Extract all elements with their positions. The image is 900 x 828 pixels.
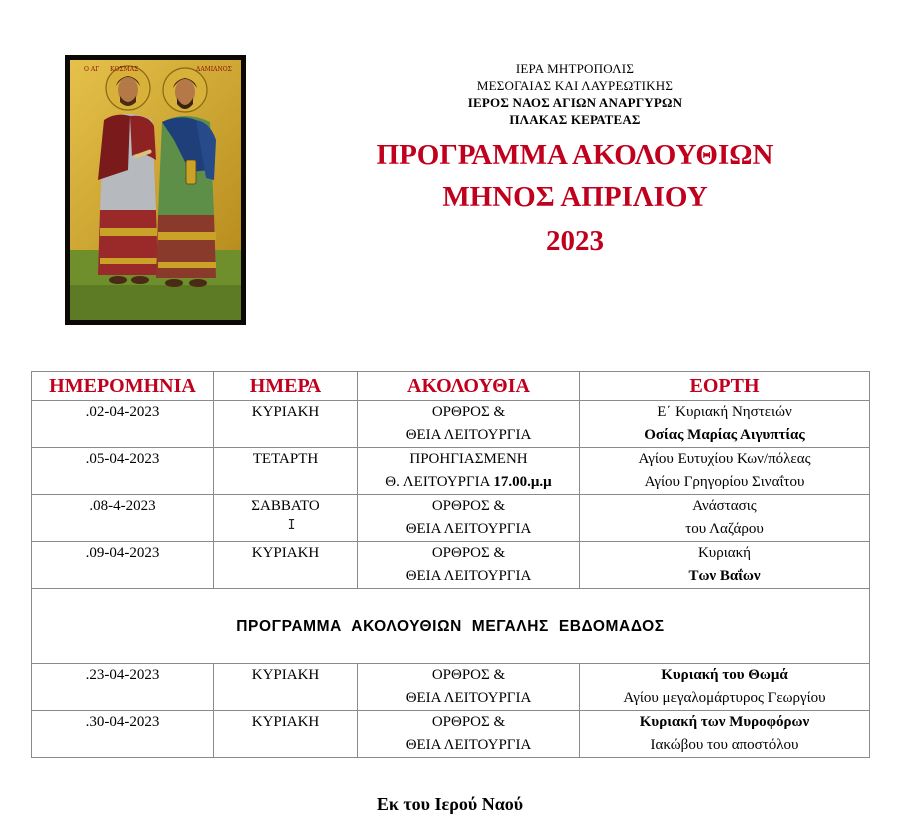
cell-day: ΚΥΡΙΑΚΗ bbox=[214, 542, 358, 589]
service-line-2 bbox=[358, 471, 579, 494]
feast-line-2: Αγίου μεγαλομάρτυρος Γεωργίου bbox=[623, 690, 826, 706]
svg-text:Ο ΑΓ: Ο ΑΓ bbox=[84, 66, 100, 73]
saints-icon-frame bbox=[65, 55, 246, 325]
table-row bbox=[32, 664, 870, 711]
cell-date: .05-04-2023 bbox=[32, 448, 214, 495]
table-row bbox=[32, 448, 870, 495]
table-header-row bbox=[32, 372, 870, 401]
cell-date: .02-04-2023 bbox=[32, 401, 214, 448]
table-row bbox=[32, 711, 870, 758]
cell-feast bbox=[580, 401, 870, 448]
inscription-cosmas: ΚΟΣΜΑΣ bbox=[110, 66, 139, 73]
service-line-1: ΟΡΘΡΟΣ & bbox=[431, 404, 506, 420]
cell-service bbox=[358, 448, 580, 495]
cell-date: .08-4-2023 bbox=[32, 495, 214, 542]
year-title: 2023 bbox=[546, 225, 604, 257]
church-name-line: ΙΕΡΟΣ ΝΑΟΣ ΑΓΙΩΝ ΑΝΑΡΓΥΡΩΝ bbox=[467, 95, 683, 110]
table-row bbox=[32, 495, 870, 542]
header-date: ΗΜΕΡΟΜΗΝΙΑ bbox=[32, 372, 214, 401]
feast-line-2: Αγίου Γρηγορίου Σιναΐτου bbox=[644, 474, 805, 490]
diocese-line: ΜΕΣΟΓΑΙΑΣ ΚΑΙ ΛΑΥΡΕΩΤΙΚΗΣ bbox=[476, 78, 674, 93]
feast-line-1: Κυριακή του Θωμά bbox=[661, 667, 788, 683]
metropolis-line: ΙΕΡΑ ΜΗΤΡΟΠΟΛΙΣ bbox=[515, 61, 635, 76]
header-day: ΗΜΕΡΑ bbox=[214, 372, 358, 401]
feast-line-2: του Λαζάρου bbox=[685, 521, 764, 537]
service-line-2: ΘΕΙΑ ΛΕΙΤΟΥΡΓΙΑ bbox=[405, 690, 532, 706]
cell-feast bbox=[580, 495, 870, 542]
cell-date: .30-04-2023 bbox=[32, 711, 214, 758]
month-title: ΜΗΝΟΣ ΑΠΡΙΛΙΟΥ bbox=[442, 181, 708, 213]
footer-signature: Εκ του Ιερού Ναού bbox=[376, 794, 524, 814]
service-time: 17.00.μ.μ bbox=[493, 474, 552, 490]
feast-line-1: Αγίου Ευτυχίου Κων/πόλεας bbox=[638, 451, 811, 467]
feast-line-2: Οσίας Μαρίας Αιγυπτίας bbox=[644, 427, 805, 443]
cell-feast bbox=[580, 448, 870, 495]
cell-service bbox=[358, 401, 580, 448]
feast-line-1: Ε΄ Κυριακή Νηστειών bbox=[657, 404, 792, 420]
cell-day: ΚΥΡΙΑΚΗ bbox=[214, 664, 358, 711]
text-cursor-icon: I bbox=[287, 518, 296, 533]
header-feast: ΕΟΡΤΗ bbox=[580, 372, 870, 401]
schedule-table bbox=[31, 371, 870, 758]
service-line-1: ΟΡΘΡΟΣ & bbox=[431, 498, 506, 514]
cell-feast bbox=[580, 664, 870, 711]
feast-line-1: Κυριακή bbox=[697, 545, 752, 561]
service-line-1: ΟΡΘΡΟΣ & bbox=[431, 714, 506, 730]
service-line-1: ΟΡΘΡΟΣ & bbox=[431, 667, 506, 683]
cell-day bbox=[214, 495, 358, 542]
cell-day: ΚΥΡΙΑΚΗ bbox=[214, 401, 358, 448]
inscription-damian: ΔΑΜΙΑΝΟΣ bbox=[196, 66, 232, 73]
cell-service bbox=[358, 664, 580, 711]
saints-cosmas-damian-icon bbox=[70, 60, 241, 320]
cell-day: ΤΕΤΑΡΤΗ bbox=[214, 448, 358, 495]
feast-line-1: Ανάστασις bbox=[692, 498, 757, 514]
cell-feast bbox=[580, 711, 870, 758]
cell-date: .23-04-2023 bbox=[32, 664, 214, 711]
service-line-1: ΠΡΟΗΓΙΑΣΜΕΝΗ bbox=[409, 451, 528, 467]
service-line-2: ΘΕΙΑ ΛΕΙΤΟΥΡΓΙΑ bbox=[405, 521, 532, 537]
cell-service bbox=[358, 495, 580, 542]
service-line-2: ΘΕΙΑ ΛΕΙΤΟΥΡΓΙΑ bbox=[405, 568, 532, 584]
cell-service bbox=[358, 711, 580, 758]
cell-date: .09-04-2023 bbox=[32, 542, 214, 589]
service-line-2: ΘΕΙΑ ΛΕΙΤΟΥΡΓΙΑ bbox=[405, 737, 532, 753]
cell-feast bbox=[580, 542, 870, 589]
cell-day: ΚΥΡΙΑΚΗ bbox=[214, 711, 358, 758]
cell-service bbox=[358, 542, 580, 589]
feast-line-2: Των Βαΐων bbox=[688, 568, 761, 584]
service-line-1: ΟΡΘΡΟΣ & bbox=[431, 545, 506, 561]
day-label: ΣΑΒΒΑΤΟ bbox=[251, 498, 320, 514]
header-service: ΑΚΟΛΟΥΘΙΑ bbox=[358, 372, 580, 401]
service-line-2: ΘΕΙΑ ΛΕΙΤΟΥΡΓΙΑ bbox=[405, 427, 532, 443]
table-row bbox=[32, 401, 870, 448]
table-row bbox=[32, 542, 870, 589]
page-title: ΠΡΟΓΡΑΜΜΑ ΑΚΟΛΟΥΘΙΩΝ bbox=[376, 139, 774, 171]
feast-line-2: Ιακώβου του αποστόλου bbox=[650, 737, 799, 753]
feast-line-1: Κυριακή των Μυροφόρων bbox=[639, 714, 810, 730]
holy-week-banner: ΠΡΟΓΡΑΜΜΑ ΑΚΟΛΟΥΘΙΩΝ ΜΕΓΑΛΗΣ ΕΒΔΟΜΑΔΟΣ bbox=[32, 589, 870, 664]
service-line-2-text: Θ. ΛΕΙΤΟΥΡΓΙΑ bbox=[385, 474, 494, 490]
document-header bbox=[340, 60, 810, 261]
location-line: ΠΛΑΚΑΣ ΚΕΡΑΤΕΑΣ bbox=[509, 112, 641, 127]
holy-week-row bbox=[32, 589, 870, 664]
